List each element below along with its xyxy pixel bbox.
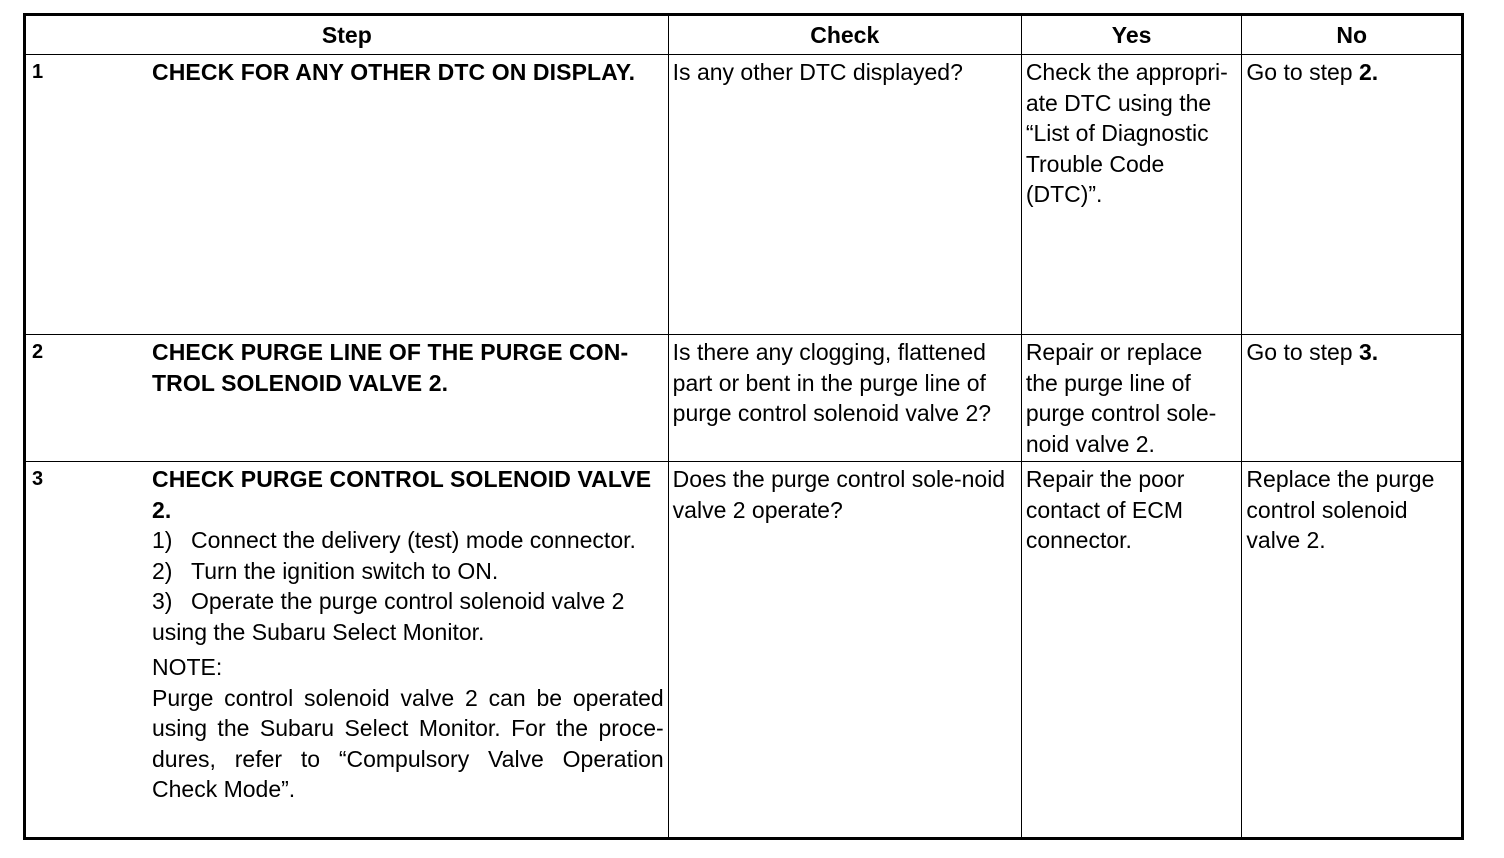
yes-cell: Check the appropri-ate DTC using the “List of Diagnostic Trouble Code (DTC)”. (1021, 55, 1242, 335)
step-cell (25, 462, 669, 839)
no-prefix: Go to step (1246, 339, 1359, 365)
note-text: Purge control solenoid valve 2 can be operated using the Subaru Select Monitor. For the proce-dures, refer to “Compulsory Valve Operation Check Mode”. (152, 684, 664, 802)
step-number: 1 (32, 61, 44, 83)
header-no: No (1242, 15, 1463, 55)
no-cell (1242, 335, 1463, 462)
step-number: 3 (32, 468, 44, 490)
no-cell (1242, 55, 1463, 335)
step-title: CHECK PURGE LINE OF THE PURGE CON-TROL SOLENOID VALVE 2. (152, 339, 629, 396)
no-cell: Replace the purge control solenoid valve 2. (1242, 462, 1463, 839)
procedure-continuation: using the Subaru Select Monitor. (152, 618, 485, 645)
check-cell: Does the purge control sole-noid valve 2 operate? (668, 462, 1021, 839)
table-row (25, 335, 1463, 462)
header-yes: Yes (1021, 15, 1242, 55)
next-step-number: 2. (1358, 59, 1379, 85)
header-step: Step (25, 15, 669, 55)
check-cell: Is there any clogging, flattened part or bent in the purge line of purge control solenoid valve 2? (668, 335, 1021, 462)
diagnostic-table (23, 13, 1464, 840)
table-row (25, 462, 1463, 839)
note-label: NOTE: (152, 654, 223, 680)
next-step-number: 3. (1358, 339, 1379, 365)
procedure-item: 1) Connect the delivery (test) mode connector. (152, 527, 636, 553)
step-cell (25, 335, 669, 462)
yes-cell: Repair or replace the purge line of purge control sole-noid valve 2. (1021, 335, 1242, 462)
step-title: CHECK PURGE CONTROL SOLENOID VALVE 2. (152, 466, 652, 523)
yes-cell: Repair the poor contact of ECM connector. (1021, 462, 1242, 839)
step-cell (25, 55, 669, 335)
header-check: Check (668, 15, 1021, 55)
no-prefix: Go to step (1246, 59, 1359, 85)
check-cell: Is any other DTC displayed? (668, 55, 1021, 335)
step-number: 2 (32, 341, 44, 363)
step-title: CHECK FOR ANY OTHER DTC ON DISPLAY. (152, 59, 636, 85)
procedure-item: 3) Operate the purge control solenoid valve 2 (152, 588, 625, 614)
header-row (25, 15, 1463, 55)
table-row (25, 55, 1463, 335)
procedure-item: 2) Turn the ignition switch to ON. (152, 557, 499, 584)
